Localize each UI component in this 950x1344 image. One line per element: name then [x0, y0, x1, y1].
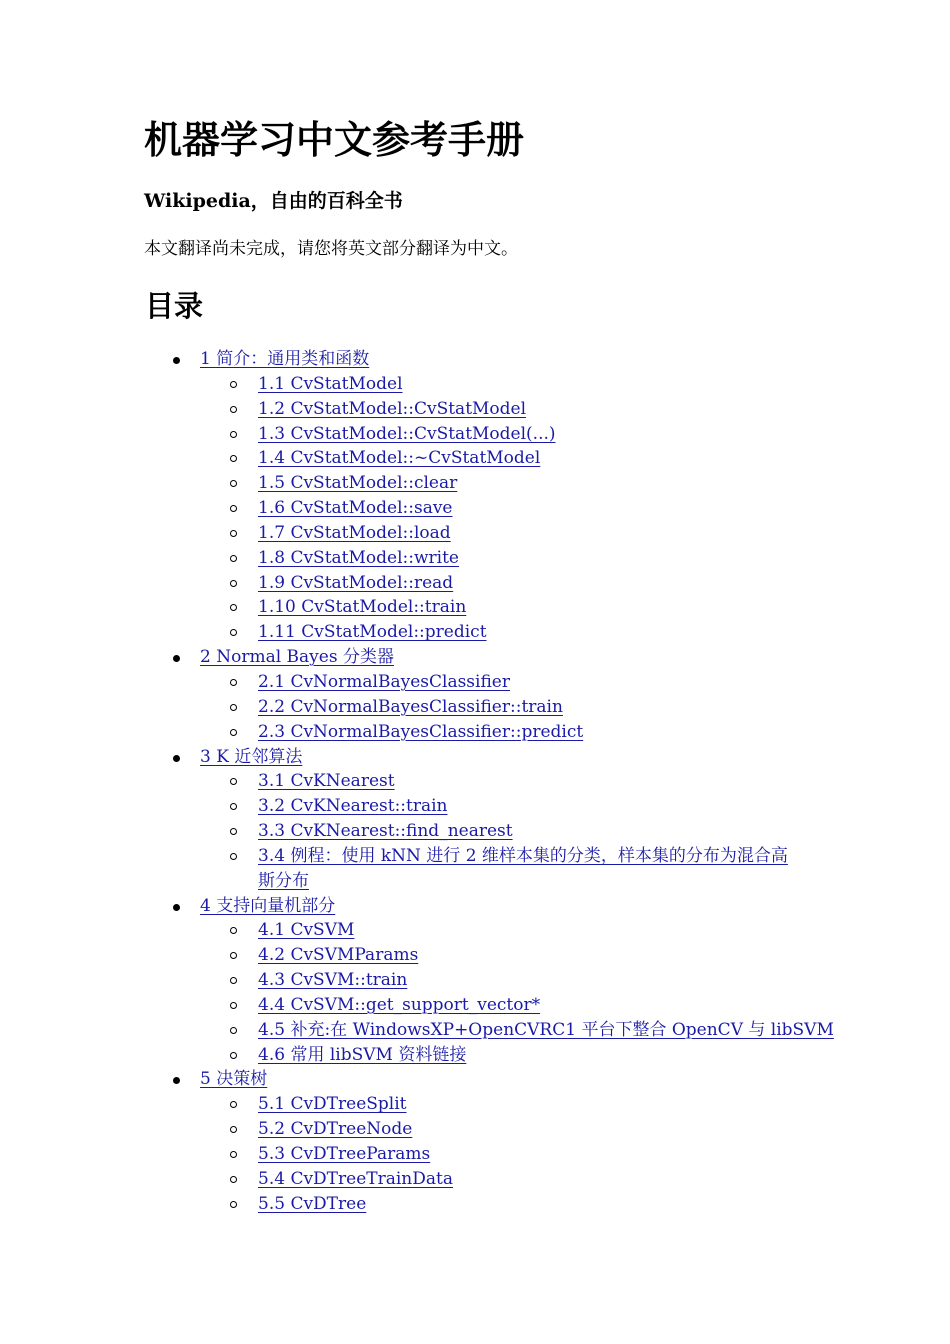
circle-bullet-icon	[230, 406, 237, 413]
toc-subsection-link[interactable]: 3.4 例程：使用 kNN 进行 2 维样本集的分类，样本集的分布为混合高斯分布	[258, 845, 788, 891]
toc-subsection-item	[0, 1142, 950, 1167]
toc-subsection-item	[0, 1167, 950, 1192]
toc-subsection-item	[0, 794, 950, 819]
toc-section-link[interactable]: 1 简介：通用类和函数	[200, 349, 370, 369]
circle-bullet-icon	[230, 1176, 237, 1183]
toc-subsection-item	[0, 1192, 950, 1217]
toc-subsection-item	[0, 471, 950, 496]
toc-subsection-item	[0, 918, 950, 943]
toc-subsection-item	[0, 993, 950, 1018]
toc-subsection-link[interactable]: 5.3 CvDTreeParams	[258, 1144, 431, 1164]
document-title: 机器学习中文参考手册	[144, 117, 525, 162]
toc-subsection-link[interactable]: 4.3 CvSVM::train	[258, 970, 408, 991]
circle-bullet-icon	[230, 1101, 237, 1108]
toc-subsection-link[interactable]: 1.11 CvStatModel::predict	[258, 622, 487, 643]
toc-subsection-link[interactable]: 1.1 CvStatModel	[258, 373, 403, 394]
circle-bullet-icon	[230, 853, 237, 860]
toc-subsection-item	[0, 1018, 950, 1043]
toc-subsection-link[interactable]: 4.4 CvSVM::get_support_vector*	[258, 994, 541, 1015]
circle-bullet-icon	[230, 1201, 237, 1208]
toc-section-item	[0, 347, 950, 372]
circle-bullet-icon	[230, 629, 237, 636]
toc-subsection-link[interactable]: 2.3 CvNormalBayesClassifier::predict	[258, 721, 584, 742]
table-of-contents	[0, 347, 950, 1217]
disc-bullet-icon	[173, 357, 180, 364]
translation-notice: 本文翻译尚未完成，请您将英文部分翻译为中文。	[144, 239, 518, 259]
toc-section-link[interactable]: 2 Normal Bayes 分类器	[200, 647, 394, 668]
toc-subsection-item	[0, 521, 950, 546]
disc-bullet-icon	[173, 755, 180, 762]
toc-subsection-link[interactable]: 1.6 CvStatModel::save	[258, 498, 453, 519]
toc-subsection-item	[0, 769, 950, 794]
circle-bullet-icon	[230, 455, 237, 462]
toc-subsection-link[interactable]: 1.8 CvStatModel::write	[258, 547, 459, 568]
toc-subsection-item	[0, 968, 950, 993]
circle-bullet-icon	[230, 431, 237, 438]
circle-bullet-icon	[230, 803, 237, 810]
circle-bullet-icon	[230, 1052, 237, 1059]
circle-bullet-icon	[230, 505, 237, 512]
document-subtitle: Wikipedia，自由的百科全书	[144, 190, 403, 212]
toc-section-item	[0, 645, 950, 670]
toc-subsection-item	[0, 1092, 950, 1117]
toc-subsection-item	[0, 819, 950, 844]
circle-bullet-icon	[230, 778, 237, 785]
toc-section-link[interactable]: 3 K 近邻算法	[200, 746, 303, 767]
toc-subsection-link[interactable]: 1.5 CvStatModel::clear	[258, 473, 458, 494]
toc-subsection-link[interactable]: 1.3 CvStatModel::CvStatModel(...)	[258, 423, 556, 444]
toc-subsection-link[interactable]: 3.2 CvKNearest::train	[258, 796, 448, 817]
toc-subsection-link[interactable]: 4.6 常用 libSVM 资料链接	[258, 1044, 467, 1065]
toc-section-item	[0, 745, 950, 770]
toc-subsection-item	[0, 446, 950, 471]
toc-subsection-link[interactable]: 5.4 CvDTreeTrainData	[258, 1168, 453, 1189]
toc-heading: 目录	[145, 289, 204, 323]
toc-section-item	[0, 894, 950, 919]
toc-subsection-link[interactable]: 2.2 CvNormalBayesClassifier::train	[258, 696, 563, 717]
toc-subsection-link[interactable]: 1.9 CvStatModel::read	[258, 572, 454, 593]
disc-bullet-icon	[173, 1077, 180, 1084]
toc-subsection-item	[0, 595, 950, 620]
toc-subsection-link[interactable]: 2.1 CvNormalBayesClassifier	[258, 671, 510, 692]
circle-bullet-icon	[230, 1151, 237, 1158]
circle-bullet-icon	[230, 704, 237, 711]
toc-subsection-item	[0, 1043, 950, 1068]
toc-subsection-item	[0, 546, 950, 571]
toc-subsection-link[interactable]: 4.1 CvSVM	[258, 920, 355, 941]
circle-bullet-icon	[230, 530, 237, 537]
circle-bullet-icon	[230, 828, 237, 835]
toc-subsection-item	[0, 496, 950, 521]
toc-subsection-item	[0, 620, 950, 645]
toc-subsection-item	[0, 695, 950, 720]
circle-bullet-icon	[230, 729, 237, 736]
toc-subsection-link[interactable]: 1.4 CvStatModel::~CvStatModel	[258, 448, 541, 469]
circle-bullet-icon	[230, 1002, 237, 1009]
toc-subsection-item	[0, 397, 950, 422]
circle-bullet-icon	[230, 580, 237, 587]
toc-subsection-link[interactable]: 1.7 CvStatModel::load	[258, 522, 451, 543]
toc-subsection-item	[0, 844, 798, 894]
circle-bullet-icon	[230, 381, 237, 388]
toc-subsection-link[interactable]: 3.3 CvKNearest::find_nearest	[258, 821, 513, 842]
toc-section-link[interactable]: 4 支持向量机部分	[200, 895, 336, 916]
toc-subsection-link[interactable]: 3.1 CvKNearest	[258, 771, 395, 792]
circle-bullet-icon	[230, 1027, 237, 1034]
toc-subsection-item	[0, 571, 950, 596]
toc-subsection-link[interactable]: 4.2 CvSVMParams	[258, 945, 419, 966]
toc-section-link[interactable]: 5 决策树	[200, 1069, 268, 1090]
toc-subsection-link[interactable]: 5.1 CvDTreeSplit	[258, 1094, 407, 1115]
toc-subsection-item	[0, 1117, 950, 1142]
toc-subsection-item	[0, 670, 950, 695]
toc-subsection-link[interactable]: 1.2 CvStatModel::CvStatModel	[258, 398, 527, 419]
circle-bullet-icon	[230, 952, 237, 959]
toc-subsection-item	[0, 422, 950, 447]
circle-bullet-icon	[230, 977, 237, 984]
toc-subsection-link[interactable]: 1.10 CvStatModel::train	[258, 597, 467, 618]
toc-subsection-link[interactable]: 5.5 CvDTree	[258, 1193, 367, 1214]
toc-subsection-link[interactable]: 5.2 CvDTreeNode	[258, 1119, 413, 1140]
toc-subsection-item	[0, 372, 950, 397]
circle-bullet-icon	[230, 927, 237, 934]
toc-subsection-item	[0, 720, 950, 745]
circle-bullet-icon	[230, 555, 237, 562]
toc-section-item	[0, 1067, 950, 1092]
toc-subsection-item	[0, 943, 950, 968]
disc-bullet-icon	[173, 904, 180, 911]
circle-bullet-icon	[230, 1126, 237, 1133]
disc-bullet-icon	[173, 655, 180, 662]
circle-bullet-icon	[230, 480, 237, 487]
circle-bullet-icon	[230, 604, 237, 611]
toc-subsection-link[interactable]: 4.5 补充:在 WindowsXP+OpenCVRC1 平台下整合 OpenCV 与 libSVM	[258, 1019, 834, 1040]
circle-bullet-icon	[230, 679, 237, 686]
